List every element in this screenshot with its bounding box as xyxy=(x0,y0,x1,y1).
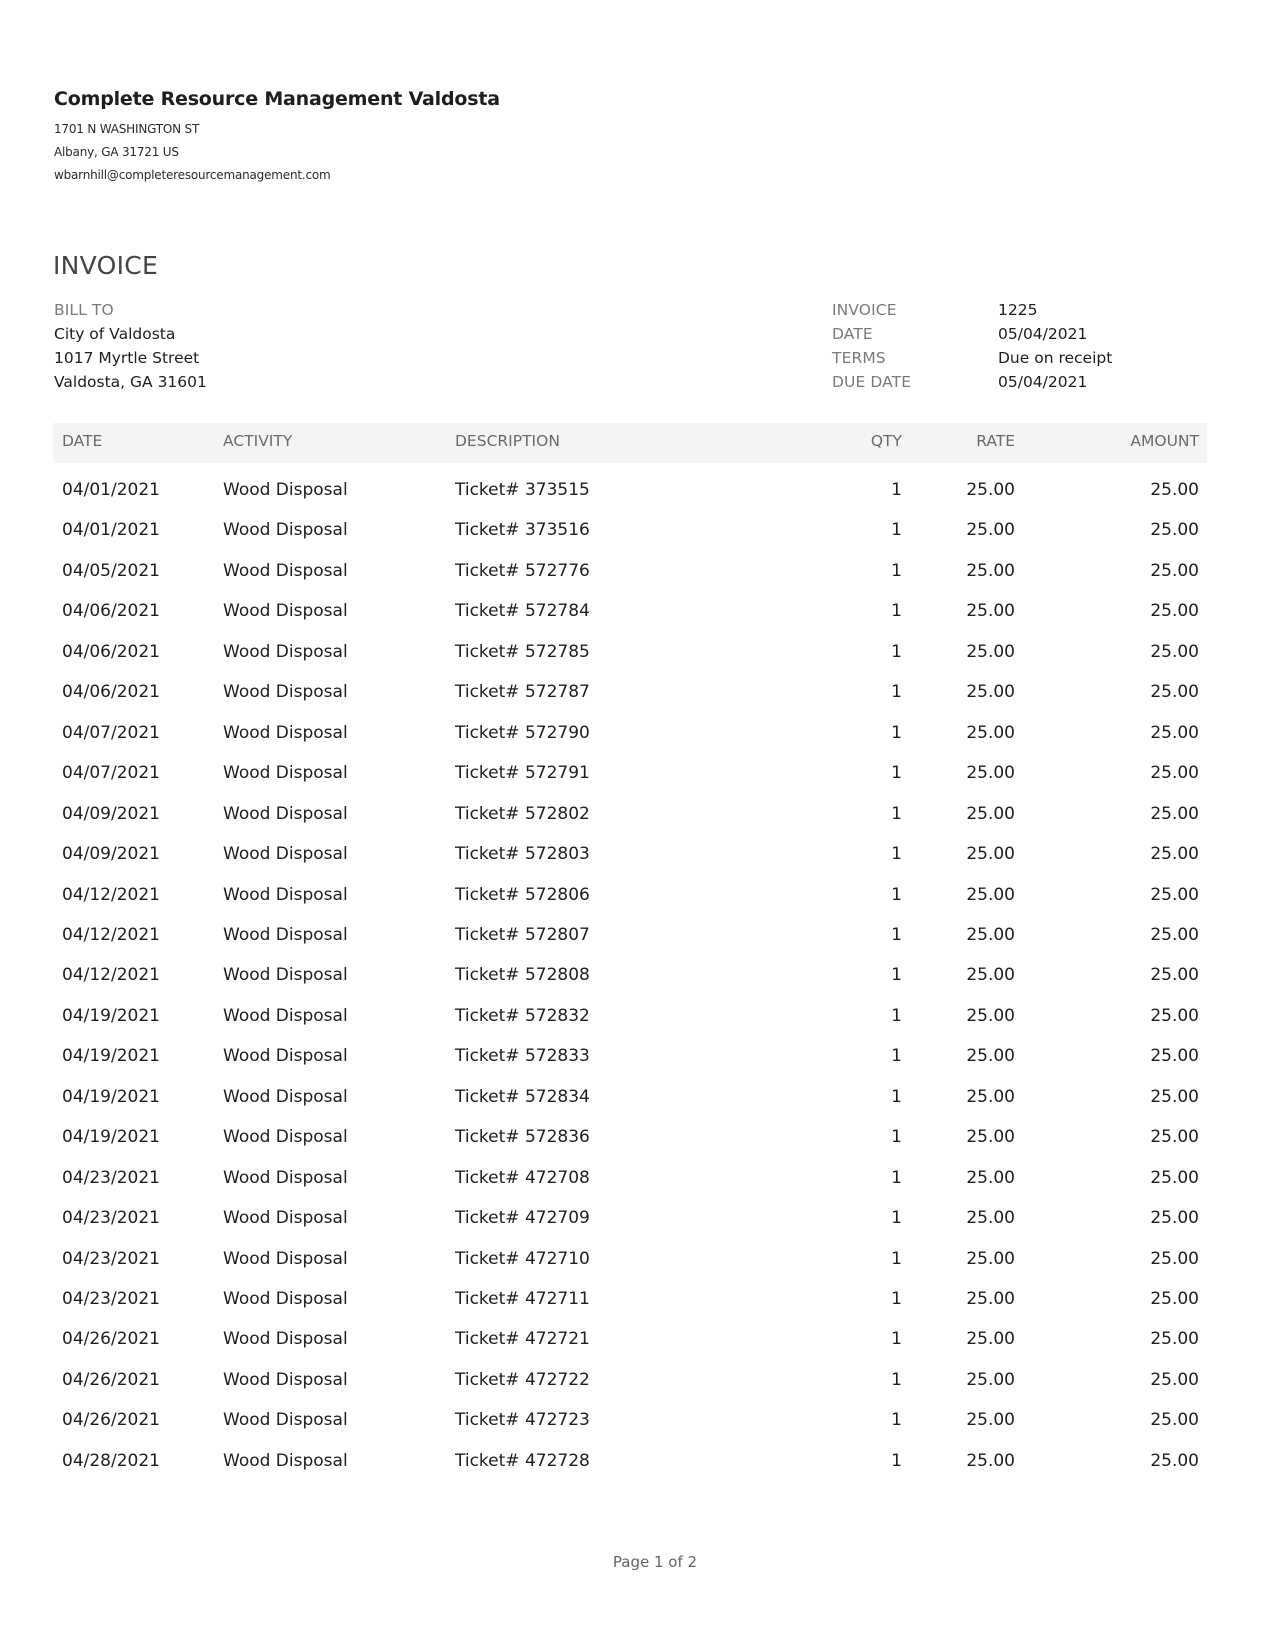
line-item-qty: 1 xyxy=(891,1450,902,1471)
column-header-date: DATE xyxy=(62,432,103,450)
line-item-rate: 25.00 xyxy=(966,520,1015,541)
line-item-description: Ticket# 472728 xyxy=(455,1450,590,1471)
table-row xyxy=(0,1249,1275,1289)
line-item-amount: 25.00 xyxy=(1150,884,1199,905)
table-row xyxy=(0,1289,1275,1329)
line-item-rate: 25.00 xyxy=(966,1167,1015,1188)
line-item-amount: 25.00 xyxy=(1150,763,1199,784)
invoice-number-value: 1225 xyxy=(998,301,1038,319)
line-item-qty: 1 xyxy=(891,1046,902,1067)
line-item-description: Ticket# 572784 xyxy=(455,601,590,622)
line-item-description: Ticket# 572806 xyxy=(455,884,590,905)
line-item-qty: 1 xyxy=(891,884,902,905)
line-item-amount: 25.00 xyxy=(1150,560,1199,581)
line-item-rate: 25.00 xyxy=(966,884,1015,905)
line-item-date: 04/26/2021 xyxy=(62,1329,160,1350)
table-row xyxy=(0,1006,1275,1046)
line-item-description: Ticket# 572832 xyxy=(455,1005,590,1026)
line-item-rate: 25.00 xyxy=(966,1086,1015,1107)
line-item-amount: 25.00 xyxy=(1150,480,1199,500)
company-address-line1: 1701 N WASHINGTON ST xyxy=(54,122,200,136)
line-item-date: 04/12/2021 xyxy=(62,965,160,986)
line-item-amount: 25.00 xyxy=(1150,1450,1199,1471)
line-item-rate: 25.00 xyxy=(966,1248,1015,1269)
line-item-description: Ticket# 572791 xyxy=(455,763,590,784)
line-item-activity: Wood Disposal xyxy=(223,1289,348,1309)
line-item-qty: 1 xyxy=(891,1005,902,1026)
table-row xyxy=(0,1329,1275,1369)
line-item-description: Ticket# 572807 xyxy=(455,924,590,945)
line-item-qty: 1 xyxy=(891,1127,902,1148)
table-row xyxy=(0,804,1275,844)
line-item-date: 04/01/2021 xyxy=(62,520,160,541)
line-item-qty: 1 xyxy=(891,1208,902,1229)
line-item-qty: 1 xyxy=(891,1167,902,1188)
line-item-activity: Wood Disposal xyxy=(223,884,348,905)
line-item-description: Ticket# 572833 xyxy=(455,1046,590,1067)
line-item-date: 04/09/2021 xyxy=(62,803,160,824)
line-item-date: 04/05/2021 xyxy=(62,560,160,581)
line-item-qty: 1 xyxy=(891,1248,902,1269)
table-row xyxy=(0,885,1275,925)
line-item-rate: 25.00 xyxy=(966,722,1015,743)
line-item-activity: Wood Disposal xyxy=(223,965,348,986)
line-item-activity: Wood Disposal xyxy=(223,1127,348,1148)
line-item-rate: 25.00 xyxy=(966,924,1015,945)
line-item-description: Ticket# 572803 xyxy=(455,844,590,865)
line-item-date: 04/23/2021 xyxy=(62,1167,160,1188)
line-item-rate: 25.00 xyxy=(966,1127,1015,1148)
due-date-label: DUE DATE xyxy=(832,373,912,391)
line-item-description: Ticket# 572808 xyxy=(455,965,590,986)
table-row xyxy=(0,520,1275,560)
line-item-qty: 1 xyxy=(891,1369,902,1390)
table-row xyxy=(0,965,1275,1005)
line-item-amount: 25.00 xyxy=(1150,601,1199,622)
line-item-activity: Wood Disposal xyxy=(223,560,348,581)
table-row xyxy=(0,682,1275,722)
company-name: Complete Resource Management Valdosta xyxy=(54,88,500,110)
line-item-date: 04/19/2021 xyxy=(62,1046,160,1067)
line-item-qty: 1 xyxy=(891,1410,902,1431)
line-item-date: 04/09/2021 xyxy=(62,844,160,865)
line-item-activity: Wood Disposal xyxy=(223,1410,348,1431)
line-item-rate: 25.00 xyxy=(966,844,1015,865)
line-item-amount: 25.00 xyxy=(1150,1248,1199,1269)
line-item-description: Ticket# 373515 xyxy=(455,480,590,500)
line-item-rate: 25.00 xyxy=(966,560,1015,581)
line-item-activity: Wood Disposal xyxy=(223,520,348,541)
bill-to-street: 1017 Myrtle Street xyxy=(54,349,200,367)
line-item-amount: 25.00 xyxy=(1150,924,1199,945)
table-row xyxy=(0,1451,1275,1491)
line-item-amount: 25.00 xyxy=(1150,844,1199,865)
page-number: Page 1 of 2 xyxy=(612,1553,698,1571)
line-item-date: 04/23/2021 xyxy=(62,1208,160,1229)
line-item-rate: 25.00 xyxy=(966,641,1015,662)
line-item-activity: Wood Disposal xyxy=(223,641,348,662)
line-item-date: 04/28/2021 xyxy=(62,1450,160,1471)
line-item-activity: Wood Disposal xyxy=(223,803,348,824)
line-item-description: Ticket# 472710 xyxy=(455,1248,590,1269)
line-item-activity: Wood Disposal xyxy=(223,844,348,865)
line-item-date: 04/26/2021 xyxy=(62,1369,160,1390)
line-item-amount: 25.00 xyxy=(1150,1046,1199,1067)
line-item-qty: 1 xyxy=(891,1329,902,1350)
invoice-number-label: INVOICE xyxy=(832,301,897,319)
line-item-amount: 25.00 xyxy=(1150,1208,1199,1229)
line-item-activity: Wood Disposal xyxy=(223,924,348,945)
line-item-rate: 25.00 xyxy=(966,803,1015,824)
line-item-rate: 25.00 xyxy=(966,1450,1015,1471)
line-item-qty: 1 xyxy=(891,763,902,784)
line-item-date: 04/19/2021 xyxy=(62,1086,160,1107)
document-title: INVOICE xyxy=(53,251,159,280)
company-address-line2: Albany, GA 31721 US xyxy=(54,145,179,159)
line-item-amount: 25.00 xyxy=(1150,1086,1199,1107)
line-item-description: Ticket# 572790 xyxy=(455,722,590,743)
table-row xyxy=(0,844,1275,884)
line-item-qty: 1 xyxy=(891,965,902,986)
line-item-amount: 25.00 xyxy=(1150,1410,1199,1431)
line-item-activity: Wood Disposal xyxy=(223,1369,348,1390)
line-item-amount: 25.00 xyxy=(1150,682,1199,703)
line-item-rate: 25.00 xyxy=(966,1046,1015,1067)
line-item-activity: Wood Disposal xyxy=(223,1450,348,1471)
line-item-activity: Wood Disposal xyxy=(223,1086,348,1107)
line-item-activity: Wood Disposal xyxy=(223,1329,348,1350)
line-item-description: Ticket# 472723 xyxy=(455,1410,590,1431)
table-row xyxy=(0,1370,1275,1410)
line-item-date: 04/23/2021 xyxy=(62,1289,160,1309)
line-item-description: Ticket# 572776 xyxy=(455,560,590,581)
line-item-date: 04/01/2021 xyxy=(62,480,160,500)
line-item-date: 04/06/2021 xyxy=(62,641,160,662)
line-item-amount: 25.00 xyxy=(1150,641,1199,662)
line-item-rate: 25.00 xyxy=(966,601,1015,622)
line-item-amount: 25.00 xyxy=(1150,1167,1199,1188)
line-item-date: 04/12/2021 xyxy=(62,924,160,945)
line-item-amount: 25.00 xyxy=(1150,722,1199,743)
line-item-rate: 25.00 xyxy=(966,1410,1015,1431)
line-item-description: Ticket# 472722 xyxy=(455,1369,590,1390)
company-email: wbarnhill@completeresourcemanagement.com xyxy=(54,168,331,182)
table-row xyxy=(0,925,1275,965)
line-item-qty: 1 xyxy=(891,480,902,500)
line-item-description: Ticket# 373516 xyxy=(455,520,590,541)
line-item-activity: Wood Disposal xyxy=(223,763,348,784)
line-item-rate: 25.00 xyxy=(966,480,1015,500)
bill-to-city-state-zip: Valdosta, GA 31601 xyxy=(54,373,207,391)
line-item-description: Ticket# 572836 xyxy=(455,1127,590,1148)
line-item-amount: 25.00 xyxy=(1150,1127,1199,1148)
table-row xyxy=(0,1087,1275,1127)
line-item-date: 04/07/2021 xyxy=(62,763,160,784)
line-item-description: Ticket# 472708 xyxy=(455,1167,590,1188)
line-item-activity: Wood Disposal xyxy=(223,480,348,500)
column-header-amount: AMOUNT xyxy=(1130,432,1199,450)
column-header-activity: ACTIVITY xyxy=(223,432,293,450)
line-item-date: 04/12/2021 xyxy=(62,884,160,905)
line-item-description: Ticket# 472709 xyxy=(455,1208,590,1229)
line-item-date: 04/06/2021 xyxy=(62,682,160,703)
line-item-qty: 1 xyxy=(891,1086,902,1107)
line-item-description: Ticket# 572787 xyxy=(455,682,590,703)
table-row xyxy=(0,1410,1275,1450)
line-item-activity: Wood Disposal xyxy=(223,1248,348,1269)
line-item-rate: 25.00 xyxy=(966,1005,1015,1026)
line-item-description: Ticket# 572785 xyxy=(455,641,590,662)
line-item-amount: 25.00 xyxy=(1150,1289,1199,1309)
line-item-rate: 25.00 xyxy=(966,763,1015,784)
line-item-activity: Wood Disposal xyxy=(223,1167,348,1188)
line-item-activity: Wood Disposal xyxy=(223,1046,348,1067)
invoice-date-value: 05/04/2021 xyxy=(998,325,1088,343)
table-row xyxy=(0,1127,1275,1167)
line-item-qty: 1 xyxy=(891,560,902,581)
line-item-date: 04/23/2021 xyxy=(62,1248,160,1269)
table-row xyxy=(0,1046,1275,1086)
line-item-qty: 1 xyxy=(891,803,902,824)
line-item-qty: 1 xyxy=(891,520,902,541)
column-header-qty: QTY xyxy=(870,432,902,450)
line-item-description: Ticket# 572834 xyxy=(455,1086,590,1107)
line-item-amount: 25.00 xyxy=(1150,1005,1199,1026)
table-row xyxy=(0,601,1275,641)
bill-to-label: BILL TO xyxy=(54,301,114,319)
column-header-description: DESCRIPTION xyxy=(455,432,560,450)
table-row xyxy=(0,763,1275,803)
line-item-activity: Wood Disposal xyxy=(223,1005,348,1026)
table-row xyxy=(0,1208,1275,1248)
line-item-qty: 1 xyxy=(891,1289,902,1309)
bill-to-name: City of Valdosta xyxy=(54,325,176,343)
line-item-qty: 1 xyxy=(891,682,902,703)
line-item-qty: 1 xyxy=(891,844,902,865)
due-date-value: 05/04/2021 xyxy=(998,373,1088,391)
line-item-date: 04/19/2021 xyxy=(62,1127,160,1148)
line-item-rate: 25.00 xyxy=(966,1289,1015,1309)
line-item-amount: 25.00 xyxy=(1150,803,1199,824)
line-item-activity: Wood Disposal xyxy=(223,682,348,703)
table-row xyxy=(0,723,1275,763)
line-item-description: Ticket# 572802 xyxy=(455,803,590,824)
terms-label: TERMS xyxy=(832,349,886,367)
table-row xyxy=(0,480,1275,520)
line-item-date: 04/19/2021 xyxy=(62,1005,160,1026)
column-header-rate: RATE xyxy=(976,432,1015,450)
line-item-qty: 1 xyxy=(891,601,902,622)
terms-value: Due on receipt xyxy=(998,349,1113,367)
line-item-qty: 1 xyxy=(891,924,902,945)
line-item-activity: Wood Disposal xyxy=(223,722,348,743)
line-item-rate: 25.00 xyxy=(966,1329,1015,1350)
table-row xyxy=(0,561,1275,601)
line-item-description: Ticket# 472721 xyxy=(455,1329,590,1350)
table-row xyxy=(0,1168,1275,1208)
line-item-date: 04/26/2021 xyxy=(62,1410,160,1431)
table-row xyxy=(0,642,1275,682)
line-item-qty: 1 xyxy=(891,641,902,662)
line-item-amount: 25.00 xyxy=(1150,520,1199,541)
line-item-description: Ticket# 472711 xyxy=(455,1289,590,1309)
line-item-activity: Wood Disposal xyxy=(223,1208,348,1229)
line-item-amount: 25.00 xyxy=(1150,1369,1199,1390)
line-item-rate: 25.00 xyxy=(966,1208,1015,1229)
line-item-activity: Wood Disposal xyxy=(223,601,348,622)
line-item-rate: 25.00 xyxy=(966,1369,1015,1390)
line-item-qty: 1 xyxy=(891,722,902,743)
line-item-date: 04/06/2021 xyxy=(62,601,160,622)
line-item-date: 04/07/2021 xyxy=(62,722,160,743)
line-item-amount: 25.00 xyxy=(1150,1329,1199,1350)
invoice-date-label: DATE xyxy=(832,325,873,343)
line-item-amount: 25.00 xyxy=(1150,965,1199,986)
line-item-rate: 25.00 xyxy=(966,965,1015,986)
line-item-rate: 25.00 xyxy=(966,682,1015,703)
